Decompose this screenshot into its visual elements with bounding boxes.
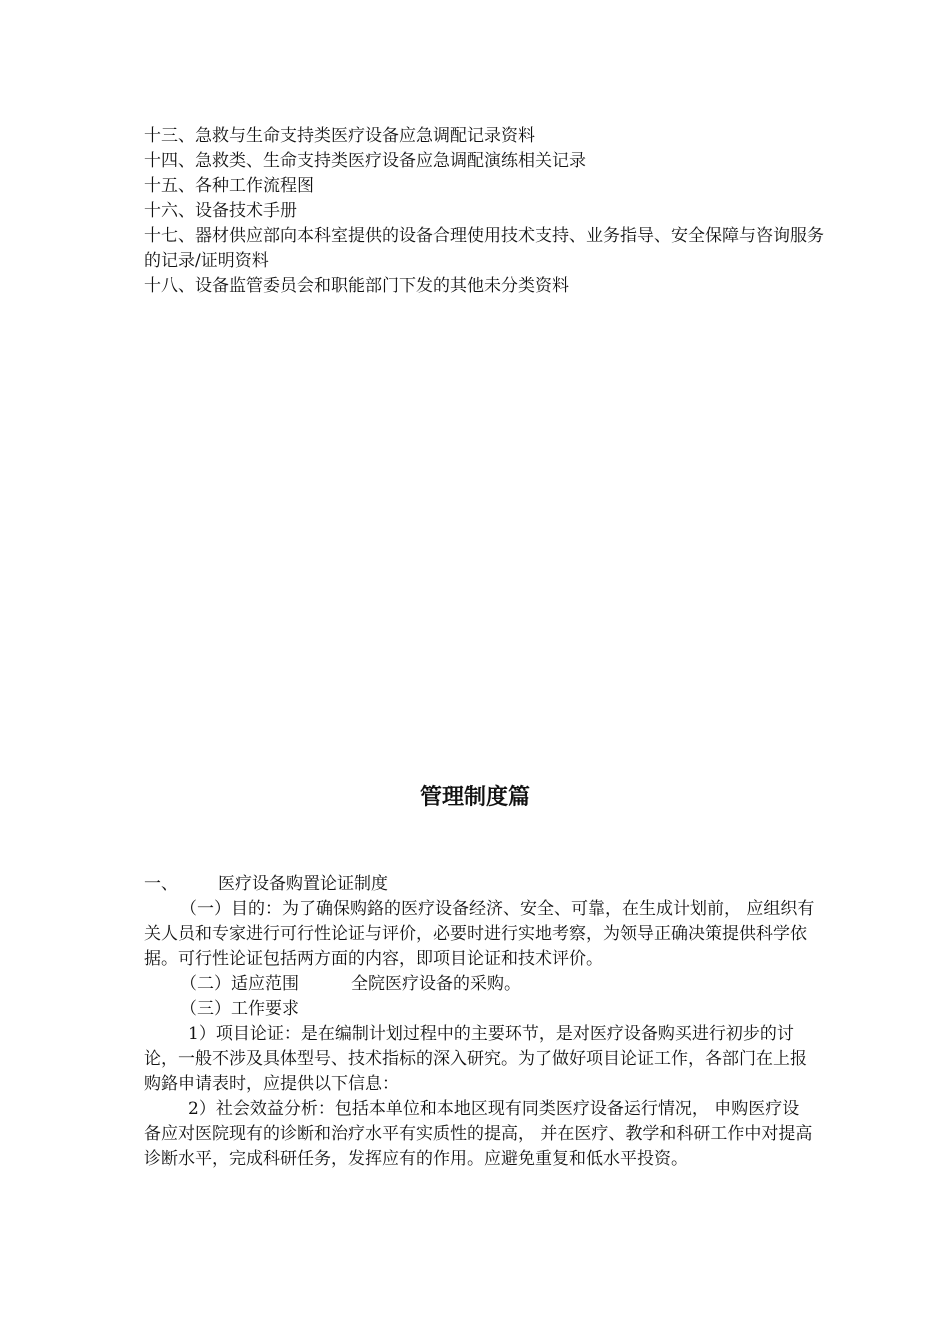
heading-number: 一、 bbox=[144, 874, 178, 894]
list-item: 十六、设备技术手册 bbox=[144, 201, 297, 221]
requirements-heading: （三）工作要求 bbox=[180, 999, 299, 1019]
list-item: 十四、急救类、生命支持类医疗设备应急调配演练相关记录 bbox=[144, 151, 586, 171]
item-1-paragraph: 1）项目论证：是在编制计划过程中的主要环节，是对医疗设备购买进行初步的讨论，一般不涉及具体型号、技术指标的深入研究。为了做好项目论证工作，各部门在上报购鉻申请表时，应提供以下信息： bbox=[144, 1024, 807, 1094]
section-title: 管理制度篇 bbox=[419, 785, 530, 810]
list-item: 十七、器材供应部向本科室提供的设备合理使用技术支持、业务指导、安全保障与咨询服务的记录/证明资料 bbox=[144, 226, 824, 271]
scope-paragraph bbox=[144, 972, 816, 997]
scope-label: （二）适应范围 bbox=[180, 974, 299, 994]
list-item: 十三、急救与生命支持类医疗设备应急调配记录资料 bbox=[144, 126, 535, 146]
archive-list bbox=[144, 124, 824, 299]
section-body bbox=[144, 872, 816, 1172]
list-item: 十五、各种工作流程图 bbox=[144, 176, 314, 196]
item-2-paragraph: 2）社会效益分析：包括本单位和本地区现有同类医疗设备运行情况， 申购医疗设备应对医院现有的诊断和治疗水平有实质性的提高， 并在医疗、教学和科研工作中对提高诊断水平，完成科研任务，发挥应有的作用。应避免重复和低水平投资。 bbox=[144, 1099, 813, 1169]
scope-text: 全院医疗设备的采购。 bbox=[351, 974, 521, 994]
heading-text: 医疗设备购置论证制度 bbox=[218, 874, 388, 894]
list-item: 十八、设备监管委员会和职能部门下发的其他未分类资料 bbox=[144, 276, 569, 296]
section-heading bbox=[144, 872, 816, 897]
purpose-paragraph: （一）目的：为了确保购鉻的医疗设备经济、安全、可靠，在生成计划前， 应组织有关人员和专家进行可行性论证与评价，必要时进行实地考察，为领导正确决策提供科学依据。可行性论证包括两方面的内容，即项目论证和技术评价。 bbox=[144, 899, 815, 969]
